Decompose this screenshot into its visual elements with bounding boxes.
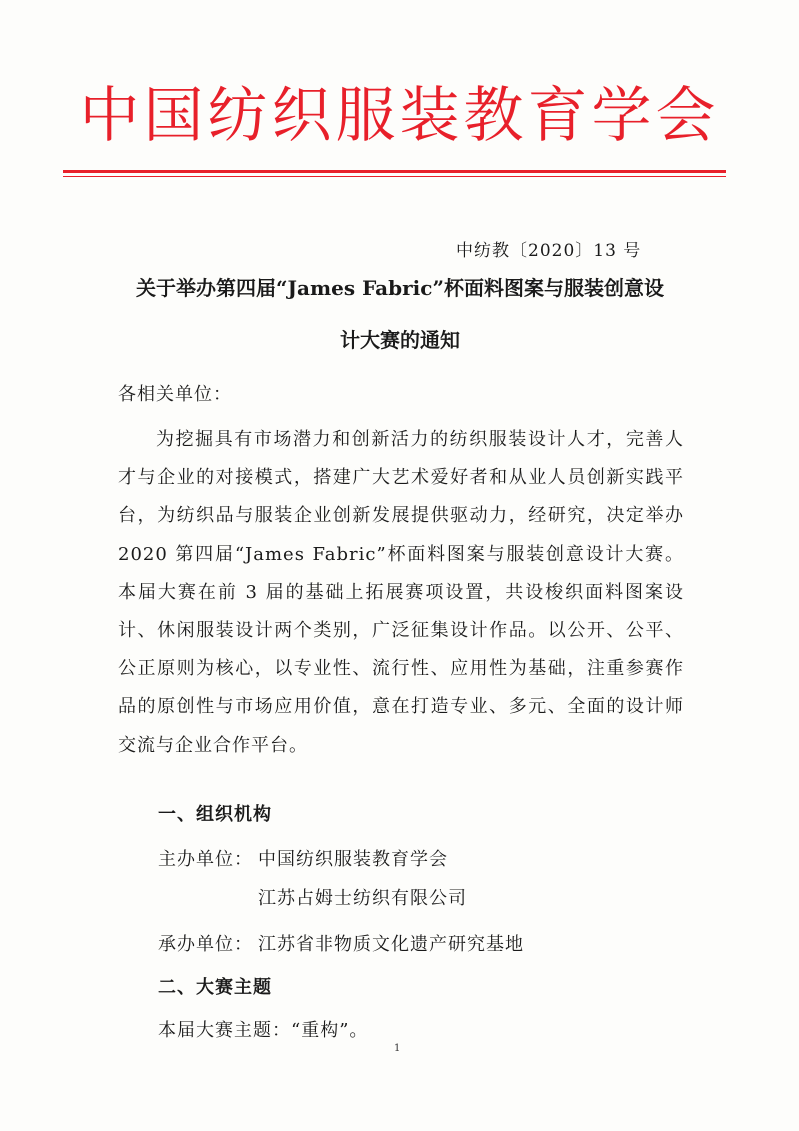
section-heading-organization: 一、组织机构 xyxy=(158,804,272,825)
document-title-line-1: 关于举办第四届“James Fabric”杯面料图案与服装创意设 xyxy=(136,276,664,300)
document-title-line-2: 计大赛的通知 xyxy=(340,328,460,352)
host-organization-1: 中国纺织服装教育学会 xyxy=(258,849,448,870)
page-number: 1 xyxy=(394,1043,401,1054)
section-heading-theme: 二、大赛主题 xyxy=(158,977,272,998)
letterhead-rule-thick xyxy=(63,170,726,173)
document-number: 中纺教〔2020〕13 号 xyxy=(456,241,642,261)
organization-letterhead: 中国纺织服装教育学会 xyxy=(79,81,720,151)
organizer-label: 承办单位： xyxy=(158,934,253,955)
host-label: 主办单位： xyxy=(158,849,253,870)
theme-line: 本届大赛主题：“重构”。 xyxy=(158,1020,369,1041)
intro-paragraph: 为挖掘具有市场潜力和创新活力的纺织服装设计人才，完善人才与企业的对接模式，搭建广大艺术爱好者和从业人员创新实践平台，为纺织品与服装企业创新发展提供驱动力，经研究，决定举办 2020 第四届“James Fabric”杯面料图案与服装创意设计大赛。本届大赛在前 3 届的基础上拓展赛项设置，共设梭织面料图案设计、休闲服装设计两个类别，广泛征集设计作品。以公开、公平、公正原则为核心，以专业性、流行性、应用性为基础，注重参赛作品的原创性与市场应用价值，意在打造专业、多元、全面的设计师交流与企业合作平台。 xyxy=(118,429,684,756)
host-organization-2: 江苏占姆士纺织有限公司 xyxy=(258,888,467,909)
letterhead-rule-thin xyxy=(63,176,726,177)
organizer-organization: 江苏省非物质文化遗产研究基地 xyxy=(258,934,524,955)
salutation: 各相关单位： xyxy=(118,384,232,405)
